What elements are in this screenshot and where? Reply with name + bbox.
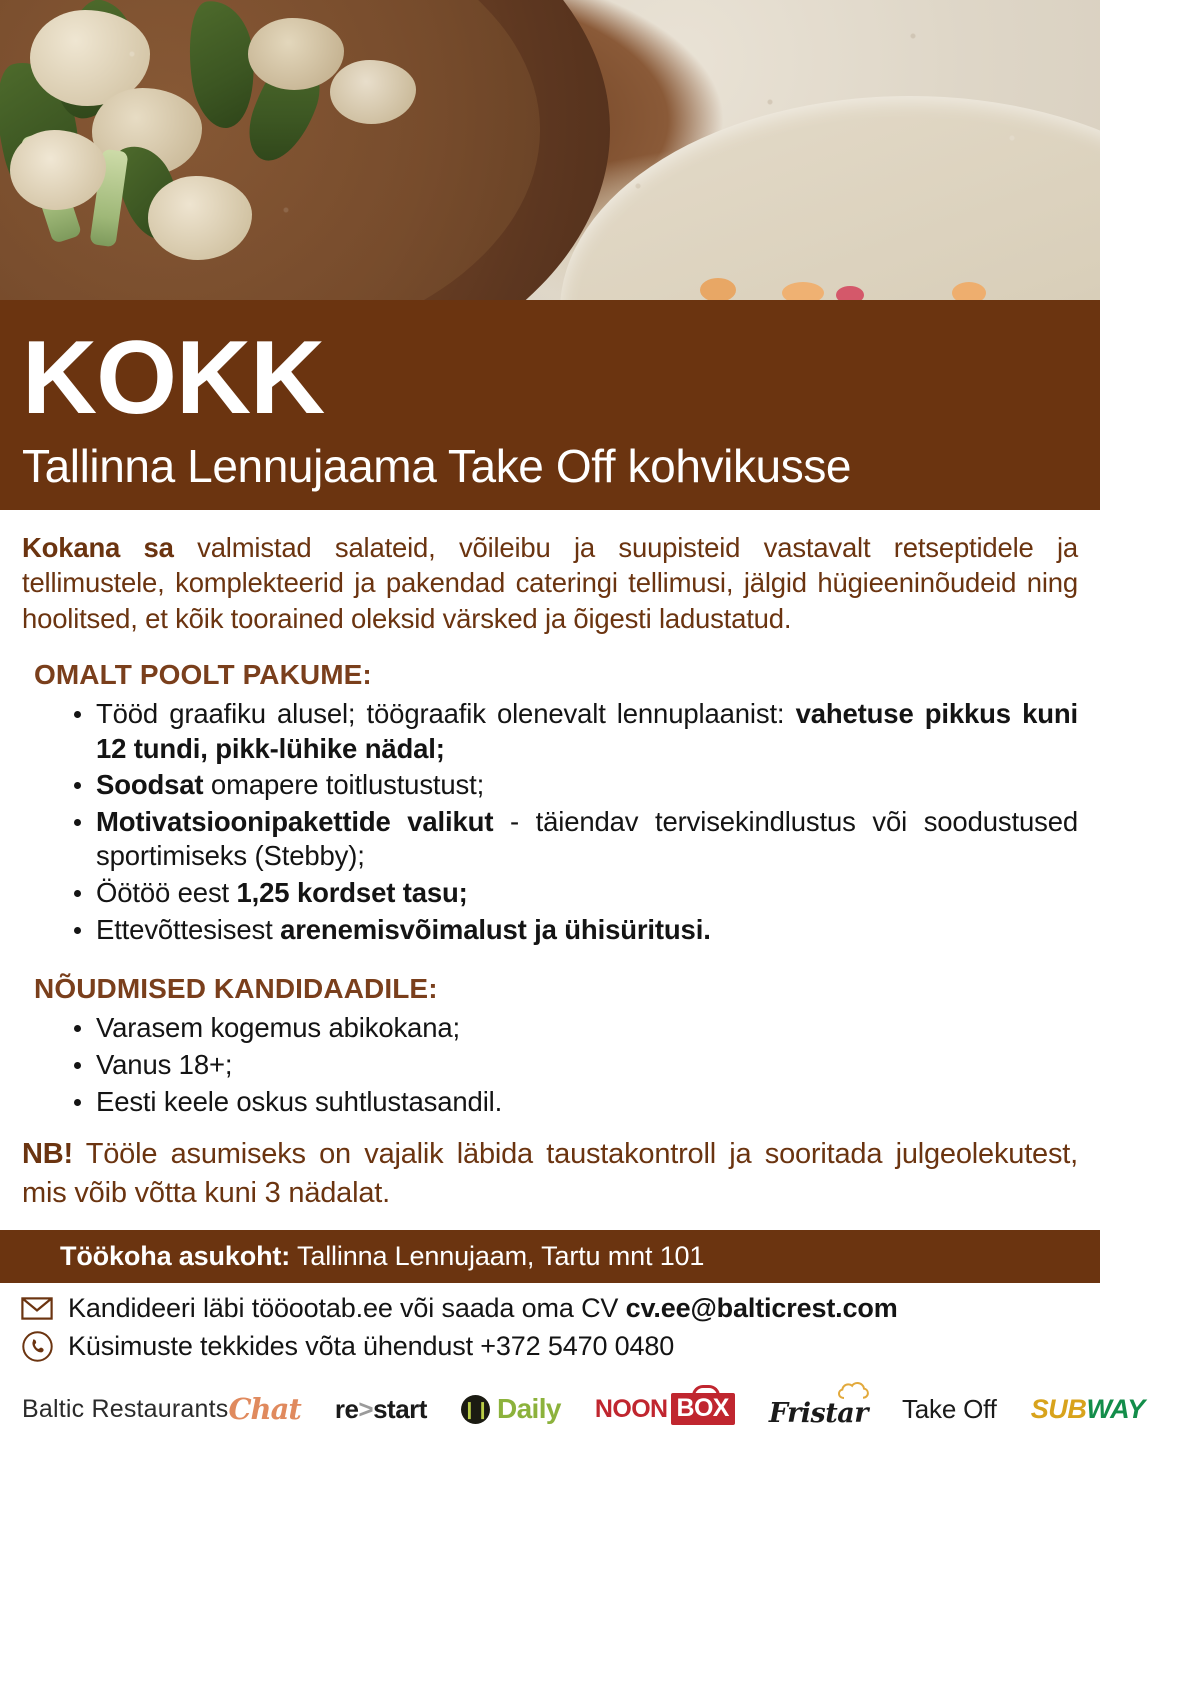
subway-logo-sub: SUB (1030, 1393, 1087, 1424)
item-bold: Soodsat (96, 769, 204, 801)
intro-rest: valmistad salateid, võileibu ja suupisteid vastavalt retseptidele ja tellimustele, komplekteerid ja pakendad cateringi tellimusi, jälgid hügieeninõudeid ning hoolitsed, et kõik toorained oleksid värsked ja õigesti ladustatud. (22, 531, 1078, 635)
item-post: - täiendav tervisekindlustus või soodustused sportimiseks (Stebby); (96, 805, 1078, 872)
list-item (96, 697, 1078, 766)
daily-logo-text: Daily (496, 1393, 561, 1425)
fork-knife-icon (461, 1395, 490, 1424)
item-bold: vahetuse pikkus kuni 12 tundi, pikk-lühike nädal; (96, 697, 1078, 764)
phone-contact-text (68, 1331, 674, 1362)
food-crumb (700, 278, 736, 300)
note-text: Tööle asumiseks on vajalik läbida taustakontroll ja sooritada julgeolekutest, mis võib võtta kuni 3 nädalat. (22, 1138, 1078, 1209)
email-address[interactable]: cv.ee@balticrest.com (625, 1293, 898, 1324)
email-contact-prefix: Kandideeri läbi tööootab.ee või saada oma CV (68, 1293, 626, 1324)
email-contact-row[interactable] (20, 1292, 1100, 1326)
fristar-logo-text: Fristar (768, 1397, 868, 1429)
baltic-restaurants-logo: Baltic Restaurants (22, 1394, 229, 1423)
offer-heading: OMALT POOLT PAKUME: (34, 658, 372, 690)
daily-logo (461, 1393, 561, 1425)
envelope-icon (20, 1292, 54, 1326)
item-pre: Ettevõttesisest (96, 913, 281, 945)
list-item (96, 913, 1078, 948)
photo-texture (0, 0, 1100, 300)
restart-logo-arrow: > (358, 1393, 374, 1424)
restart-logo-re: re (334, 1393, 359, 1424)
phone-contact-prefix: Küsimuste tekkides võta ühendust (68, 1331, 481, 1362)
requirements-heading: NÕUDMISED KANDIDAADILE: (34, 973, 438, 1005)
work-location-bar (0, 1230, 1100, 1283)
noonbox-logo-box-text: BOX (676, 1394, 729, 1423)
list-item: Eesti keele oskus suhtlustasandil. (96, 1085, 1078, 1120)
hero-food-photo (0, 0, 1100, 300)
note-label: NB! (22, 1138, 73, 1171)
intro-lead: Kokana sa (22, 531, 174, 563)
fork-knife-glyph: ❙❙ (462, 1399, 489, 1419)
header-band (0, 300, 1100, 510)
chat-logo: Chat (228, 1392, 301, 1427)
item-bold: 1,25 kordset tasu; (236, 877, 468, 909)
contact-section (0, 1283, 1100, 1364)
phone-contact-row[interactable] (20, 1330, 1100, 1364)
intro-paragraph (22, 530, 1078, 637)
item-pre: Öötöö eest (96, 877, 237, 909)
email-contact-text (68, 1293, 898, 1324)
item-bold: arenemisvõimalust ja ühisüritusi. (280, 913, 711, 945)
list-item (96, 768, 1078, 803)
phone-icon (20, 1330, 54, 1364)
list-item (96, 876, 1078, 911)
food-crumb (782, 282, 824, 300)
food-crumb (952, 282, 986, 300)
job-subtitle: Tallinna Lennujaama Take Off kohvikusse (22, 440, 852, 492)
restart-logo (335, 1394, 427, 1425)
noonbox-logo-box (671, 1393, 735, 1425)
item-pre: Tööd graafiku alusel; töögraafik olenevalt lennuplaanist: (96, 697, 796, 729)
restart-logo-start: start (373, 1393, 427, 1424)
take-off-logo: Take Off (901, 1393, 997, 1424)
note-paragraph (22, 1135, 1078, 1212)
job-title: KOKK (22, 320, 325, 436)
list-item: Vanus 18+; (96, 1048, 1078, 1083)
subway-logo (1031, 1394, 1145, 1425)
food-crumb (836, 286, 864, 300)
noonbox-logo (595, 1393, 735, 1425)
main-content (0, 510, 1100, 1212)
footer-logo-strip (0, 1368, 1145, 1429)
subway-logo-way: WAY (1086, 1393, 1145, 1424)
location-label: Töökoha asukoht: (60, 1240, 291, 1271)
list-item: Varasem kogemus abikokana; (96, 1011, 1078, 1046)
offer-list (22, 697, 1078, 947)
item-bold: Motivatsioonipakettide valikut (96, 805, 494, 837)
noonbox-logo-noon: NOON (594, 1394, 668, 1423)
chef-hat-icon (838, 1381, 872, 1401)
list-item (96, 805, 1078, 874)
box-handle-icon (692, 1385, 720, 1398)
requirements-list (22, 1011, 1078, 1119)
phone-number[interactable]: +372 5470 0480 (480, 1331, 675, 1362)
partner-logos (228, 1390, 1144, 1429)
location-value: Tallinna Lennujaam, Tartu mnt 101 (290, 1240, 705, 1271)
fristar-logo (769, 1390, 868, 1429)
item-post: omapere toitlustustust; (203, 769, 485, 801)
